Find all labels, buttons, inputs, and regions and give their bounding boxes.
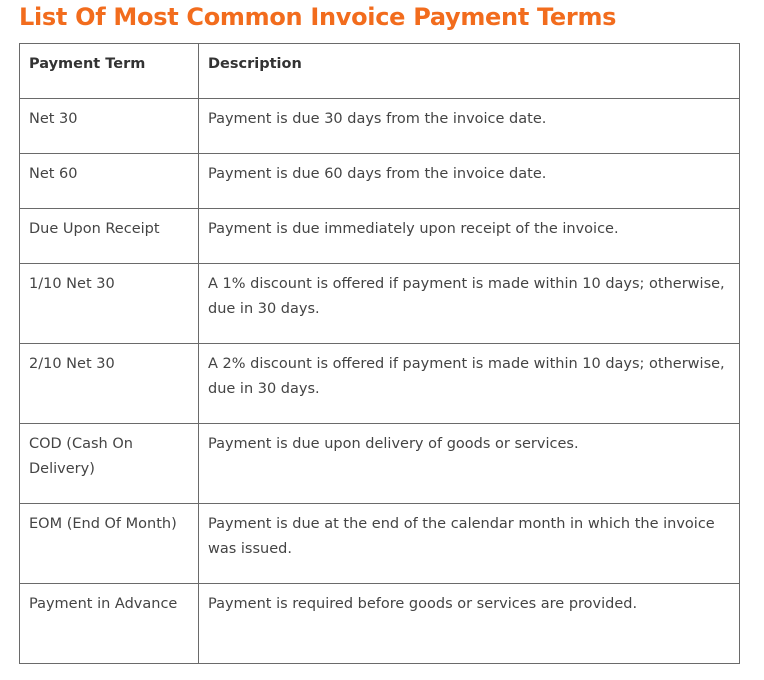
term-cell: Due Upon Receipt — [20, 209, 199, 264]
term-cell: Net 60 — [20, 154, 199, 209]
description-cell: A 2% discount is offered if payment is made within 10 days; otherwise, due in 30 days. — [199, 344, 740, 424]
term-cell: EOM (End Of Month) — [20, 504, 199, 584]
table-row — [20, 209, 740, 264]
table-row — [20, 154, 740, 209]
term-cell: Net 30 — [20, 99, 199, 154]
payment-terms-table — [19, 43, 740, 664]
table-row — [20, 99, 740, 154]
table-row — [20, 504, 740, 584]
table-row — [20, 264, 740, 344]
page-title: List Of Most Common Invoice Payment Terms — [19, 3, 617, 31]
term-cell: Payment in Advance — [20, 584, 199, 664]
description-cell: A 1% discount is offered if payment is made within 10 days; otherwise, due in 30 days. — [199, 264, 740, 344]
header-payment-term: Payment Term — [20, 44, 199, 99]
term-cell: 1/10 Net 30 — [20, 264, 199, 344]
table-row — [20, 344, 740, 424]
description-cell: Payment is due 30 days from the invoice date. — [199, 99, 740, 154]
description-cell: Payment is due immediately upon receipt of the invoice. — [199, 209, 740, 264]
table-row — [20, 424, 740, 504]
term-cell: 2/10 Net 30 — [20, 344, 199, 424]
table-row — [20, 584, 740, 664]
term-cell: COD (Cash On Delivery) — [20, 424, 199, 504]
header-description: Description — [199, 44, 740, 99]
table-header-row — [20, 44, 740, 99]
description-cell: Payment is due 60 days from the invoice date. — [199, 154, 740, 209]
description-cell: Payment is due at the end of the calendar month in which the invoice was issued. — [199, 504, 740, 584]
description-cell: Payment is due upon delivery of goods or services. — [199, 424, 740, 504]
description-cell: Payment is required before goods or services are provided. — [199, 584, 740, 664]
